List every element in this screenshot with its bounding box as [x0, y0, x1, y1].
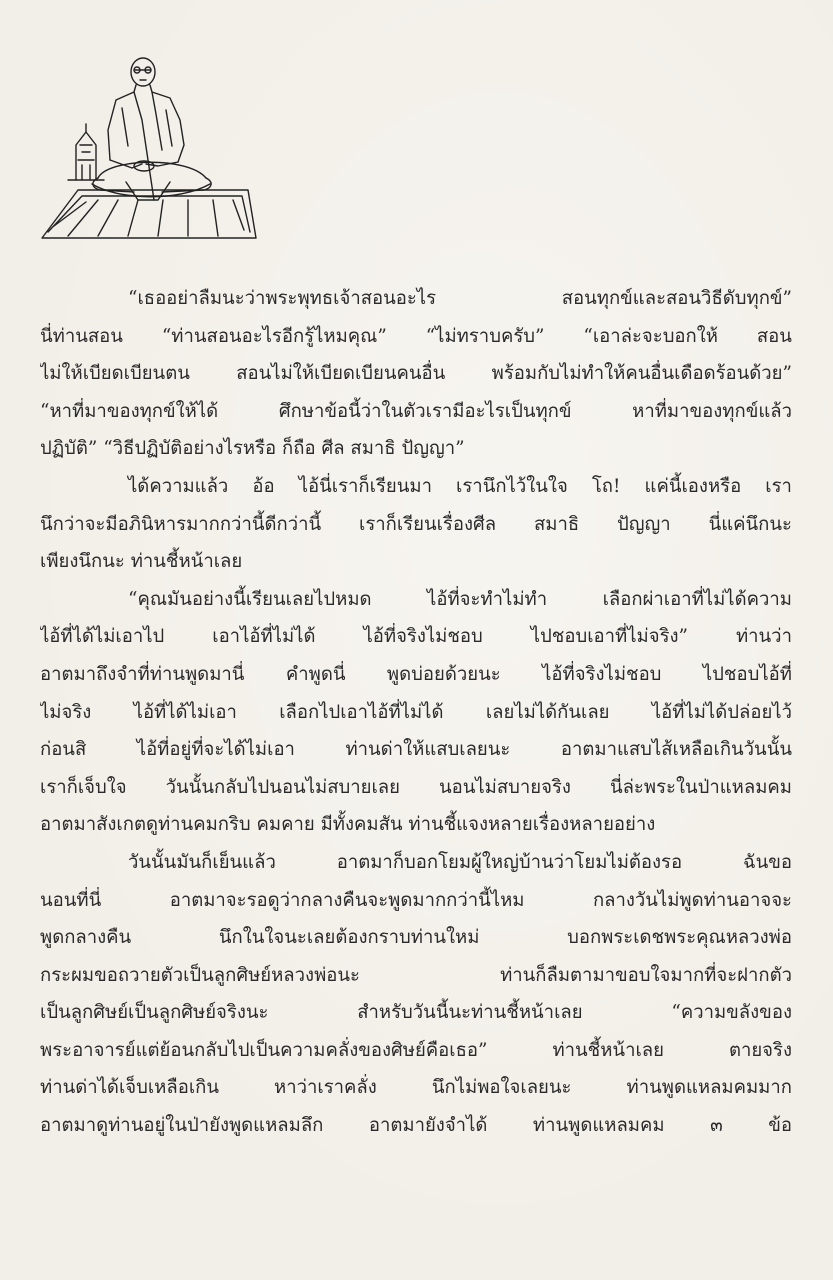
text-line: นึกว่าจะมีอภินิหารมากกว่านี้ดีกว่านี้ เราก็เรียนเรื่องศีล สมาธิ ปัญญา นี่แค่นึกนะ [40, 513, 792, 535]
text-line: อาตมาถึงจำที่ท่านพูดมานี่ คำพูดนี่ พูดบ่อยด้วยนะ ไอ้ที่จริงไม่ชอบ ไปชอบไอ้ที่ [40, 663, 792, 685]
text-line: “คุณมันอย่างนี้เรียนเลยไปหมด ไอ้ที่จะทำไม่ทำ เลือกผ่าเอาที่ไม่ได้ความ [128, 588, 792, 610]
monk-meditation-illustration [38, 50, 260, 245]
text-line: ก่อนสิ ไอ้ที่อยู่ที่จะได้ไม่เอา ท่านด่าให้แสบเลยนะ อาตมาแสบไส้เหลือเกินวันนั้น [40, 739, 792, 761]
text-line: นอนที่นี่ อาตมาจะรอดูว่ากลางคืนจะพูดมากกว่านี้ไหม กลางวันไม่พูดท่านอาจจะ [40, 889, 792, 911]
text-line: เราก็เจ็บใจ วันนั้นกลับไปนอนไม่สบายเลย นอนไม่สบายจริง นี่ล่ะพระในป่าแหลมคม [40, 776, 792, 798]
text-line: ไอ้ที่ได้ไม่เอาไป เอาไอ้ที่ไม่ได้ ไอ้ที่จริงไม่ชอบ ไปชอบเอาที่ไม่จริง” ท่านว่า [40, 626, 792, 648]
text-line: พูดกลางคืน นึกในใจนะเลยต้องกราบท่านใหม่ บอกพระเดชพระคุณหลวงพ่อ [40, 927, 792, 949]
text-line: อาตมาดูท่านอยู่ในป่ายังพูดแหลมลึก อาตมายังจำได้ ท่านพูดแหลมคม ๓ ข้อ [40, 1115, 792, 1137]
text-line: กระผมขอถวายตัวเป็นลูกศิษย์หลวงพ่อนะ ท่านก็ลืมตามาขอบใจมากที่จะฝากตัว [40, 964, 792, 986]
text-line: วันนั้นมันก็เย็นแล้ว อาตมาก็บอกโยมผู้ใหญ่บ้านว่าโยมไม่ต้องรอ ฉันขอ [128, 851, 792, 873]
text-line: ไม่ให้เบียดเบียนตน สอนไม่ให้เบียดเบียนคนอื่น พร้อมกับไม่ทำให้คนอื่นเดือดร้อนด้วย” [40, 363, 792, 385]
text-line: ไม่จริง ไอ้ที่ได้ไม่เอา เลือกไปเอาไอ้ที่ไม่ได้ เลยไม่ได้กันเลย ไอ้ที่ไม่ได้ปล่อยไว้ [40, 701, 792, 723]
text-line: ปฏิบัติ” “วิธีปฏิบัติอย่างไรหรือ ก็ถือ ศีล สมาธิ ปัญญา” [40, 438, 465, 460]
text-line: ท่านด่าได้เจ็บเหลือเกิน หาว่าเราคลั่ง นึกไม่พอใจเลยนะ ท่านพูดแหลมคมมาก [40, 1077, 792, 1099]
text-line: เป็นลูกศิษย์เป็นลูกศิษย์จริงนะ สำหรับวันนี้นะท่านชี้หน้าเลย “ความขลังของ [40, 1002, 792, 1024]
text-line: ได้ความแล้ว อ้อ ไอ้นี่เราก็เรียนมา เรานึกไว้ในใจ โถ! แค่นี้เองหรือ เรา [128, 475, 792, 497]
text-line: “หาที่มาของทุกข์ให้ได้ ศึกษาข้อนี้ว่าในตัวเรามีอะไรเป็นทุกข์ หาที่มาของทุกข์แล้ว [40, 400, 792, 422]
text-line: พระอาจารย์แต่ย้อนกลับไปเป็นความคลั่งของศิษย์คือเธอ” ท่านชี้หน้าเลย ตายจริง [40, 1039, 792, 1061]
text-line: “เธออย่าลืมนะว่าพระพุทธเจ้าสอนอะไร สอนทุกข์และสอนวิธีดับทุกข์” [128, 288, 792, 309]
body-text [40, 280, 792, 1145]
text-line: เพียงนึกนะ ท่านชี้หน้าเลย [40, 551, 243, 573]
text-line: อาตมาสังเกตดูท่านคมกริบ คมคาย มีทั้งคมสัน ท่านชี้แจงหลายเรื่องหลายอย่าง [40, 814, 656, 836]
text-line: นี่ท่านสอน “ท่านสอนอะไรอีกรู้ไหมคุณ” “ไม่ทราบครับ” “เอาล่ะจะบอกให้ สอน [40, 325, 792, 347]
